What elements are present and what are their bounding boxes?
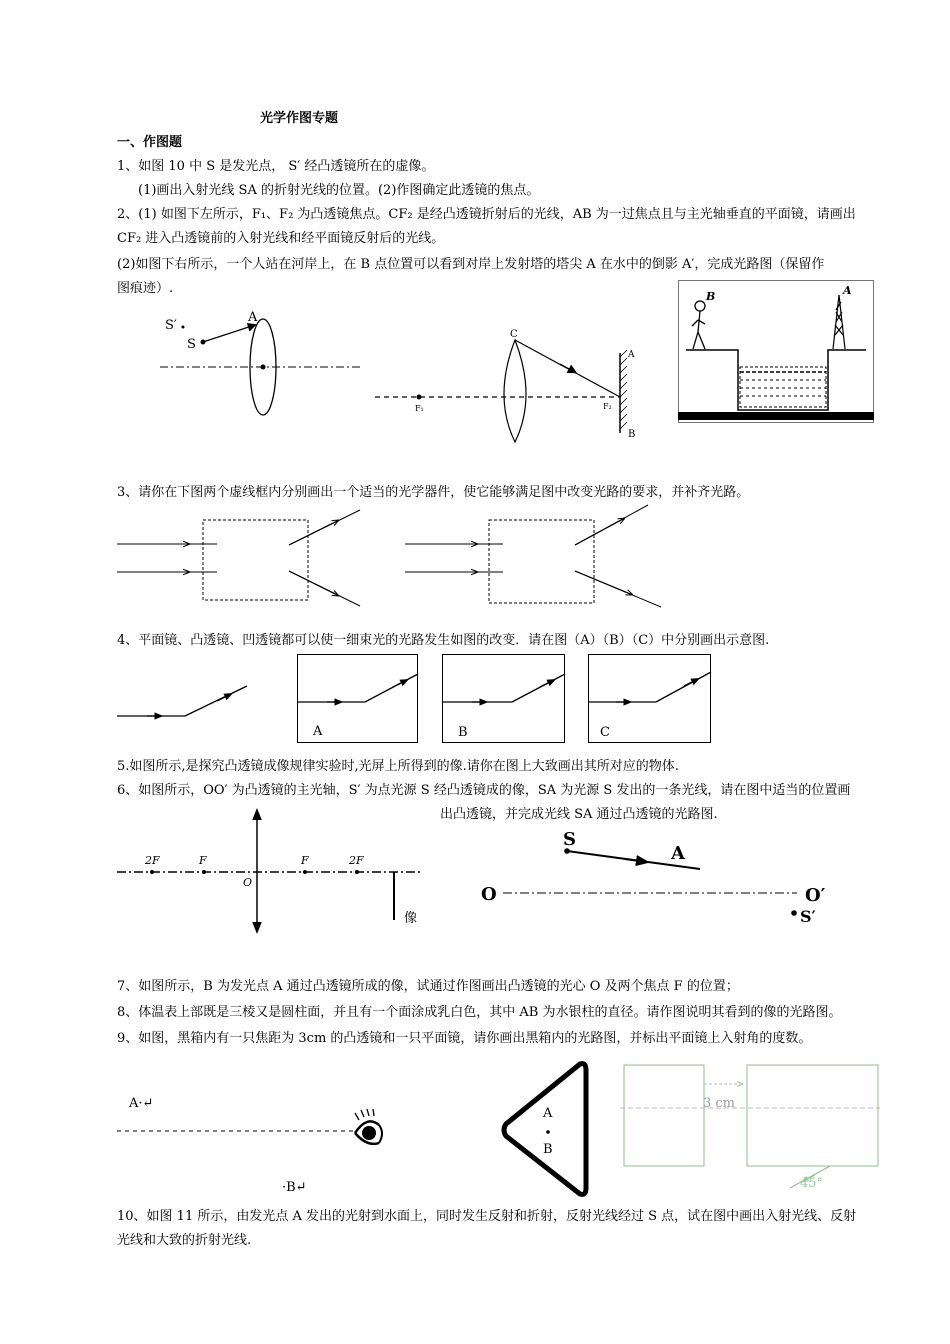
- label-s: S: [563, 829, 576, 850]
- q4-line1: 4、平面镜、凸透镜、凹透镜都可以使一细束光的光路发生如图的改变．请在图（A）（B）（C）中分别画出示意图.: [117, 633, 770, 648]
- label-a: A: [248, 310, 258, 325]
- q9-line1: 9、如图，黑箱内有一只焦距为 3cm 的凸透镜和一只平面镜，请你画出黑箱内的光路图，并标出平面镜上入射角的度数。: [117, 1031, 812, 1046]
- label-b: B: [543, 1142, 553, 1157]
- figure-thermometer: [500, 1060, 600, 1200]
- box-label-b: B: [458, 725, 468, 740]
- label-o: O: [243, 876, 253, 889]
- label-f1: F₁: [415, 404, 424, 413]
- figure-eye: [117, 1085, 397, 1200]
- q1-line1: 1、如图 10 中 S 是发光点， S′ 经凸透镜所在的虚像。: [117, 159, 435, 174]
- label-f-right: F: [301, 854, 309, 867]
- q3-line1: 3、请你在下图两个虚线框内分别画出一个适当的光学器件，使它能够满足图中改变光路的要求，并补齐光路。: [117, 485, 750, 500]
- figure-lens-imaging: [117, 808, 427, 933]
- q1-line2: (1)画出入射光线 SA 的折射光线的位置。(2)作图确定此透镜的焦点。: [138, 183, 540, 198]
- q2-line1: 2、(1) 如图下左所示，F₁、F₂ 为凸透镜焦点。CF₂ 是经凸透镜折射后的光线，AB 为一过焦点且与主光轴垂直的平面镜，请画出: [117, 207, 856, 222]
- q10-line1: 10、如图 11 所示，由发光点 A 发出的光射到水面上，同时发生反射和折射，反射光线经过 S 点，试在图中画出入射光线、反射: [117, 1209, 857, 1224]
- label-o-prime: O′: [805, 885, 826, 906]
- q2-line2: CF₂ 进入凸透镜前的入射光线和经平面镜反射后的光线。: [117, 231, 445, 246]
- eye-icon: [355, 1109, 382, 1144]
- figure-q4-sample: [117, 683, 252, 723]
- label-f2: F₂: [603, 402, 612, 411]
- q6-line2: 出凸透镜，并完成光线 SA 通过凸透镜的光路图.: [440, 807, 718, 822]
- figure-convex-lens-s: [155, 305, 365, 420]
- label-a: A: [543, 1106, 553, 1121]
- figure-q3-right: [405, 505, 665, 610]
- page-title: 光学作图专题: [260, 111, 339, 126]
- figure-black-box: [620, 1062, 882, 1192]
- q6-line1: 6、如图所示，OO′ 为凸透镜的主光轴，S′ 为点光源 S 经凸透镜成的像，SA 为光源 S 发出的一条光线，请在图中适当的位置画: [117, 783, 851, 798]
- q10-line2: 光线和大致的折射光线.: [117, 1233, 252, 1248]
- label-o: O: [481, 884, 497, 905]
- figure-q4-box-c: [588, 654, 712, 744]
- label-b: B: [706, 290, 716, 303]
- figure-q4-box-b: [442, 654, 566, 744]
- label-distance: 3 cm: [703, 1096, 736, 1111]
- label-s: S: [187, 337, 196, 352]
- label-c: C: [510, 329, 518, 340]
- label-a: A: [628, 350, 635, 360]
- label-angle: 45°: [800, 1176, 824, 1191]
- label-f-left: F: [199, 854, 207, 867]
- q5-line1: 5.如图所示,是探究凸透镜成像规律实验时,光屏上所得到的像.请你在图上大致画出其所对应的物体.: [117, 759, 679, 774]
- figure-q4-box-a: [297, 654, 419, 744]
- figure-river-bank: [678, 280, 874, 423]
- q2-line4: 图痕迹）.: [117, 281, 174, 296]
- label-2f-left: 2F: [145, 854, 160, 867]
- label-s-prime: S′: [165, 318, 177, 333]
- label-a: A·↵: [129, 1096, 154, 1111]
- label-b: ·B↵: [282, 1180, 307, 1195]
- q8-line1: 8、体温表上部既是三棱又是圆柱面，并且有一个面涂成乳白色，其中 AB 为水银柱的直径。请作图说明其看到的像的光路图。: [117, 1005, 842, 1020]
- label-2f-right: 2F: [349, 854, 364, 867]
- section-heading: 一、作图题: [117, 135, 183, 150]
- box-label-a: A: [313, 724, 323, 739]
- q2-line3: (2)如图下右所示，一个人站在河岸上，在 B 点位置可以看到对岸上发射塔的塔尖 A 在水中的倒影 A′，完成光路图（保留作: [117, 257, 825, 272]
- label-b: B: [628, 429, 636, 440]
- figure-q3-left: [117, 505, 367, 605]
- figure-principal-axis: [475, 825, 830, 925]
- figure-lens-mirror: [375, 325, 660, 445]
- box-label-c: C: [600, 725, 610, 740]
- label-image: 像: [404, 911, 418, 926]
- label-s-prime: S′: [800, 907, 816, 926]
- q7-line1: 7、如图所示，B 为发光点 A 通过凸透镜所成的像，试通过作图画出凸透镜的光心 O 及两个焦点 F 的位置；: [117, 979, 739, 994]
- label-a: A: [671, 843, 685, 864]
- label-a: A: [843, 284, 852, 297]
